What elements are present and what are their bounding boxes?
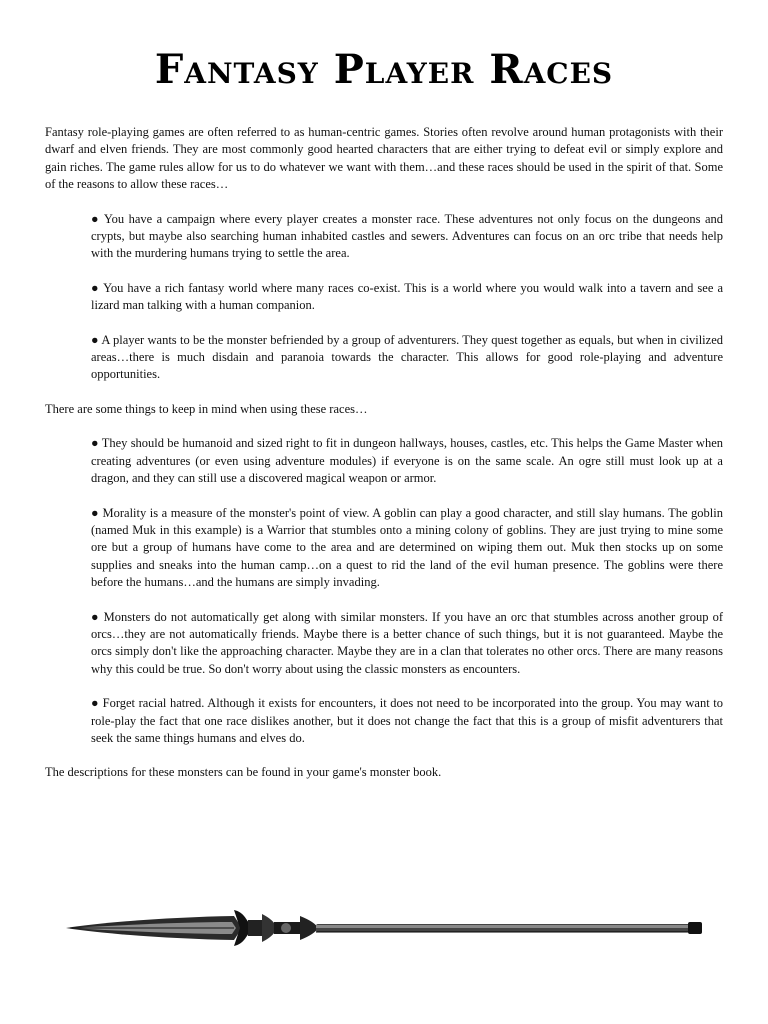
keep-in-mind-paragraph: There are some things to keep in mind when using these races…: [45, 401, 368, 416]
consideration-item: ● They should be humanoid and sized right to fit in dungeon hallways, houses, castles, etc. This helps the Game Master when creating adventures (or even using adventure modules) if everyone is on the same scale. An ogre still must look up at a dragon, and they can still use a discovered magical weapon or armor.: [91, 436, 723, 486]
reason-item: ● You have a campaign where every player creates a monster race. These adventures not only focus on the dungeons and crypts, but maybe also searching human inhabited castles and sewers. Adventures can focus on an orc tribe that needs help with the murdering humans trying to settle the area.: [91, 211, 723, 261]
page-title: Fantasy Player Races: [154, 46, 614, 93]
consideration-item: ● Forget racial hatred. Although it exists for encounters, it does not need to be incorporated into the group. You may want to role-play the fact that one race dislikes another, but it does not change the fact that this is a group of misfit adventurers that seek the same things humans and elves do.: [91, 696, 723, 745]
reason-item: ● You have a rich fantasy world where many races co-exist. This is a world where you would walk into a tavern and see a lizard man talking with a human companion.: [91, 280, 723, 313]
document-body: [45, 124, 723, 799]
consideration-item: ● Morality is a measure of the monster's point of view. A goblin can play a good character, and still slay humans. The goblin (named Muk in this example) is a Warrior that stumbles onto a mining colony of goblins. They are just trying to mine some ore but a group of humans have come to the area and are determined on wiping them out. Muk then stocks up on some supplies and sneaks into the human camp…on a quest to rid the land of the evil human presence. The goblins were there before the humans…and the humans are simply invading.: [91, 505, 723, 590]
reason-item: ● A player wants to be the monster befriended by a group of adventurers. They quest together as equals, but when in civilized areas…there is much disdain and paranoia towards the character. This allows for good role-playing and adventure opportunities.: [91, 332, 723, 382]
closing-paragraph: The descriptions for these monsters can be found in your game's monster book.: [45, 765, 442, 780]
consideration-item: ● Monsters do not automatically get along with similar monsters. If you have an orc that stumbles across another group of orcs…they are not automatically friends. Maybe there is a better chance of such things, but it is not guaranteed. Maybe the orcs simply don't like the approaching character. Maybe they are in a clan that tolerates no other orcs. There are many reasons why this could be true. So don't worry about using the classic monsters as encounters.: [91, 609, 723, 676]
intro-paragraph: Fantasy role-playing games are often referred to as human-centric games. Stories often revolve around human protagonists with their dwarf and elven friends. They are most commonly good hearted characters that are either trying to defeat evil or simply explore and gain riches. The game rules allow for us to do whatever we want with them…and these races should be used in the spirit of that. Some of the reasons to allow these races…: [45, 125, 723, 192]
spear-illustration: [64, 900, 704, 956]
